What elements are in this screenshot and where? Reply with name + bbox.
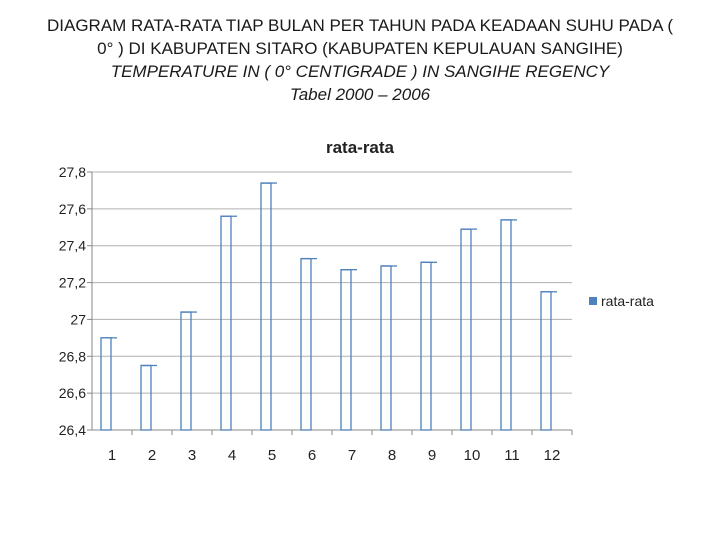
bar-4: [221, 216, 231, 430]
bar-12: [541, 292, 551, 430]
x-tick-label: 2: [147, 447, 157, 464]
legend-label: rata-rata: [601, 293, 654, 309]
bar-2: [141, 366, 151, 431]
x-tick-label: 8: [387, 447, 397, 464]
y-tick-label: 27: [70, 311, 86, 328]
x-tick-label: 12: [543, 447, 561, 464]
bar-1: [101, 338, 111, 430]
bar-11: [501, 220, 511, 430]
y-tick-label: 26,6: [58, 385, 86, 402]
header-line-4: Tabel 2000 – 2006: [289, 85, 431, 104]
y-tick-label: 27,2: [58, 274, 86, 291]
x-tick-label: 9: [427, 447, 437, 464]
bar-6: [301, 259, 311, 430]
y-tick-label: 27,6: [58, 200, 86, 217]
y-tick-label: 27,8: [58, 164, 86, 180]
y-tick-label: 27,4: [58, 237, 86, 254]
bar-10: [461, 229, 471, 430]
x-tick-label: 11: [504, 447, 520, 464]
header-line-1: DIAGRAM RATA-RATA TIAP BULAN PER TAHUN PADA KEADAAN SUHU PADA (: [47, 16, 673, 35]
x-tick-label: 6: [307, 447, 317, 464]
x-tick-label: 7: [347, 447, 357, 464]
bar-9: [421, 262, 431, 430]
bar-3: [181, 312, 191, 430]
bar-7: [341, 270, 351, 430]
y-tick-label: 26,8: [58, 348, 86, 365]
x-tick-label: 1: [107, 447, 117, 464]
header-line-3: TEMPERATURE IN ( 0° CENTIGRADE ) IN SANGIHE REGENCY: [110, 62, 610, 81]
bar-8: [381, 266, 391, 430]
x-tick-label: 3: [187, 447, 197, 464]
legend-swatch: [589, 297, 597, 305]
y-tick-label: 26,4: [58, 422, 86, 438]
x-tick-label: 5: [267, 447, 277, 464]
header-line-2: 0° ) DI KABUPATEN SITARO (KABUPATEN KEPULAUAN SANGIHE): [97, 39, 623, 58]
x-tick-label: 10: [463, 447, 481, 464]
chart-title: rata-rata: [325, 138, 395, 157]
x-tick-label: 4: [227, 447, 237, 464]
